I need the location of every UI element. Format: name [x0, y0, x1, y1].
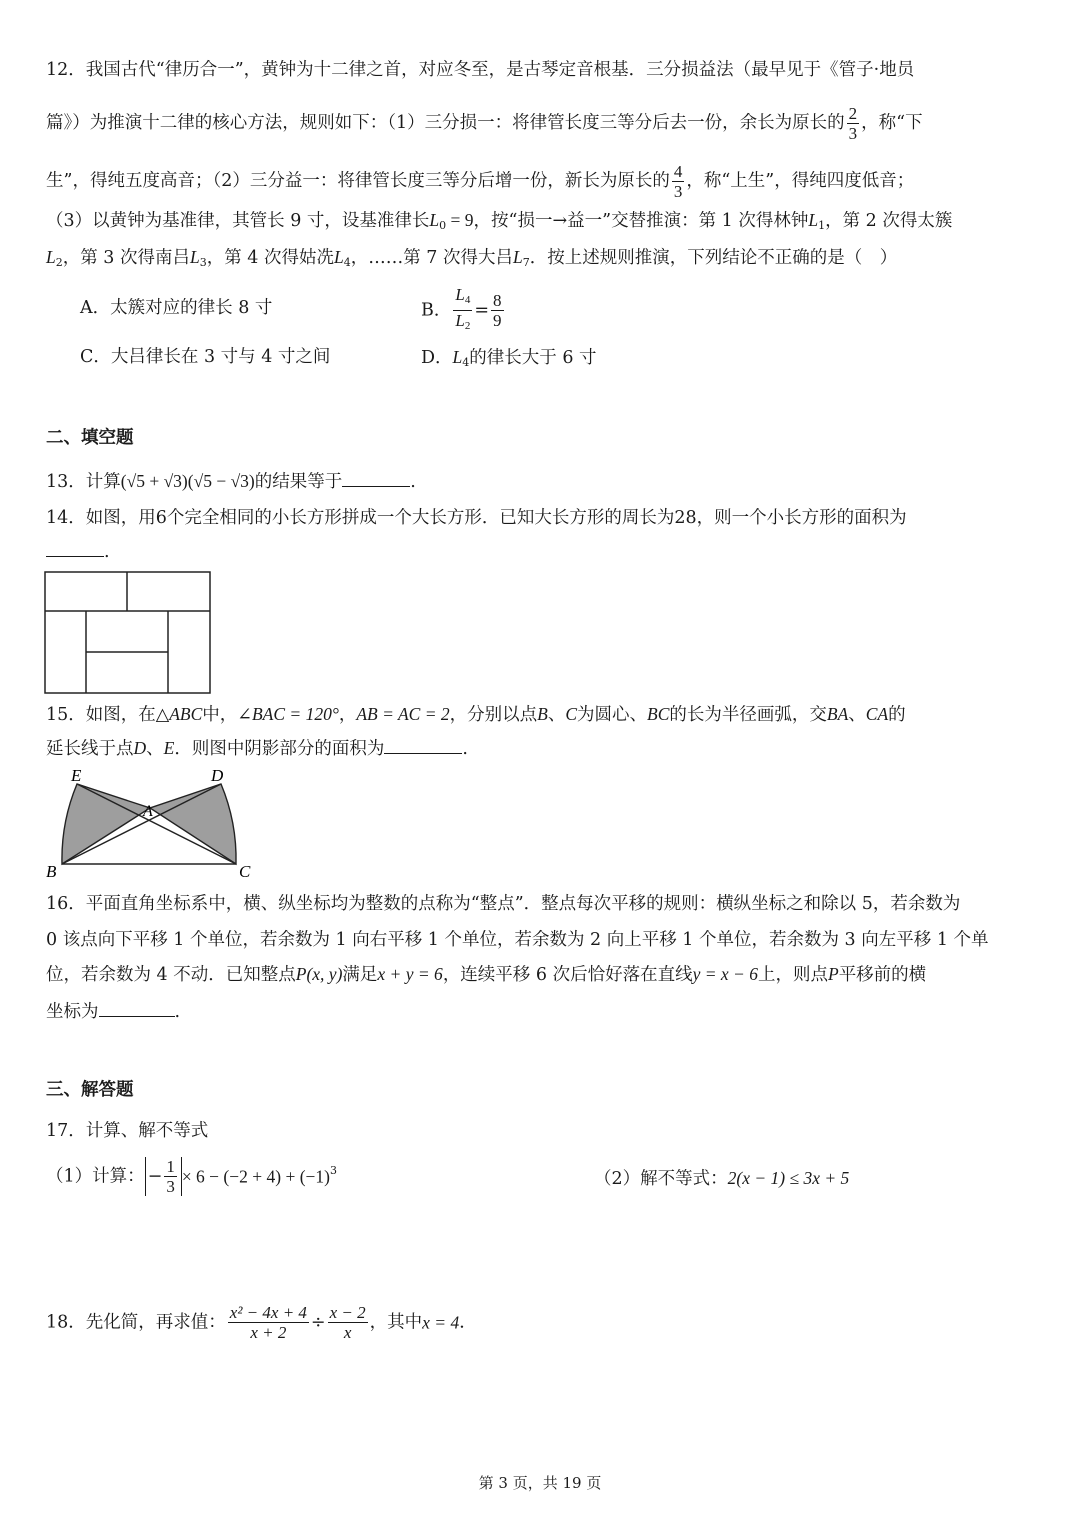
q13: 13．计算(√5 + √3)(√5 − √3)的结果等于 . — [46, 471, 416, 492]
q14-line2: . — [46, 541, 110, 563]
label-c: C — [239, 862, 251, 881]
q17-part2: （2）解不等式：2(x − 1) ≤ 3x + 5 — [594, 1168, 850, 1189]
label-a: A — [143, 803, 153, 820]
page-footer: 第 3 页，共 19 页 — [478, 1474, 602, 1492]
fraction-2: $\frac{x - 2}{x}$ — [329, 1303, 366, 1342]
label-b: B — [46, 862, 57, 881]
answer-blank — [384, 739, 462, 754]
option-c: C．大吕律长在 3 寸与 4 寸之间 — [80, 347, 331, 367]
option-d: D．$L_4$的律长大于 6 寸 — [421, 347, 597, 369]
answer-blank — [99, 1002, 175, 1017]
q16-line4: 坐标为 . — [46, 1002, 181, 1022]
section-fill-blank-heading: 二、填空题 — [46, 428, 134, 448]
q12-line3: 生”，得纯五度高音；（2）三分益一：将律管长度三等分后增一份，新长为原长的 $\frac{4}{3}$ ，称“上生”，得纯四度低音； — [46, 162, 915, 201]
q12-line4: （3）以黄钟为基准律，其管长 9 寸，设基准律长$L_0 = 9$，按“损一→益一”交替推演：第 1 次得林钟$L_1$，第 2 次得太簇 — [46, 210, 953, 232]
q16-line1: 16．平面直角坐标系中，横、纵坐标均为整数的点称为“整点”．整点每次平移的规则：横纵坐标之和除以 5，若余数为 — [46, 894, 961, 914]
q16-line2: 0 该点向下平移 1 个单位，若余数为 1 向右平移 1 个单位，若余数为 2 向上平移 1 个单位，若余数为 3 向左平移 1 个单 — [46, 930, 989, 950]
label-d: D — [211, 766, 224, 785]
shaded-region-left — [62, 784, 150, 864]
section-answer-heading: 三、解答题 — [46, 1080, 134, 1100]
q15-line2: 延长线于点D、E．则图中阴影部分的面积为 . — [46, 738, 468, 759]
rectangle-tiling-figure — [44, 571, 212, 695]
q12-line2: 篇》）为推演十二律的核心方法，规则如下：（1）三分损一：将律管长度三等分后去一份，余长为原长的 $\frac{2}{3}$ ，称“下 — [46, 104, 923, 143]
fraction-1: $\frac{\text{x² − 4x + 4}}{x + 2}$ — [229, 1303, 307, 1342]
q18: 18．先化简，再求值： $\frac{\text{x² − 4x + 4}}{x + 2}$ ÷ $\frac{x - 2}{x}$ ，其中x = 4． — [46, 1303, 477, 1342]
q17-part1: （1）计算： − $\frac{1}{3}$ × $6 - (-2 + 4) + (-1)^3$ — [46, 1157, 337, 1196]
fraction-four-thirds: $\frac{4}{3}$ — [673, 162, 683, 201]
option-b: B． $\frac{L_4}{L_2}$ = $\frac{8}{9}$ — [421, 285, 502, 332]
q16-line3: 位，若余数为 4 不动．已知整点P(x, y)满足x + y = 6，连续平移 6 次后恰好落在直线y = x − 6上，则点P平移前的横 — [46, 964, 927, 985]
fraction-two-thirds: $\frac{2}{3}$ — [848, 104, 858, 143]
option-a: A．太簇对应的律长 8 寸 — [80, 298, 273, 318]
answer-blank — [46, 542, 104, 557]
q12-line5: $L_2$，第 3 次得南吕$L_3$，第 4 次得姑冼$L_4$，……第 7 次得大吕$L_7$．按上述规则推演，下列结论不正确的是（ ） — [46, 247, 898, 269]
label-e: E — [71, 766, 82, 785]
q12-line1: 12．我国古代“律历合一”，黄钟为十二律之首，对应冬至，是古琴定音根基．三分损益法（最早见于《管子·地员 — [46, 60, 915, 80]
answer-blank — [342, 472, 410, 487]
q14-line1: 14．如图，用6个完全相同的小长方形拼成一个大长方形．已知大长方形的周长为28，则一个小长方形的面积为 — [46, 508, 907, 528]
shaded-sector-figure — [40, 764, 270, 882]
q15-line1: 15．如图，在△ABC中，∠BAC = 120°，AB = AC = 2，分别以点B、C为圆心、BC的长为半径画弧，交BA、CA的 — [46, 704, 906, 725]
q17-title: 17．计算、解不等式 — [46, 1121, 209, 1141]
shaded-region-right — [150, 784, 236, 864]
